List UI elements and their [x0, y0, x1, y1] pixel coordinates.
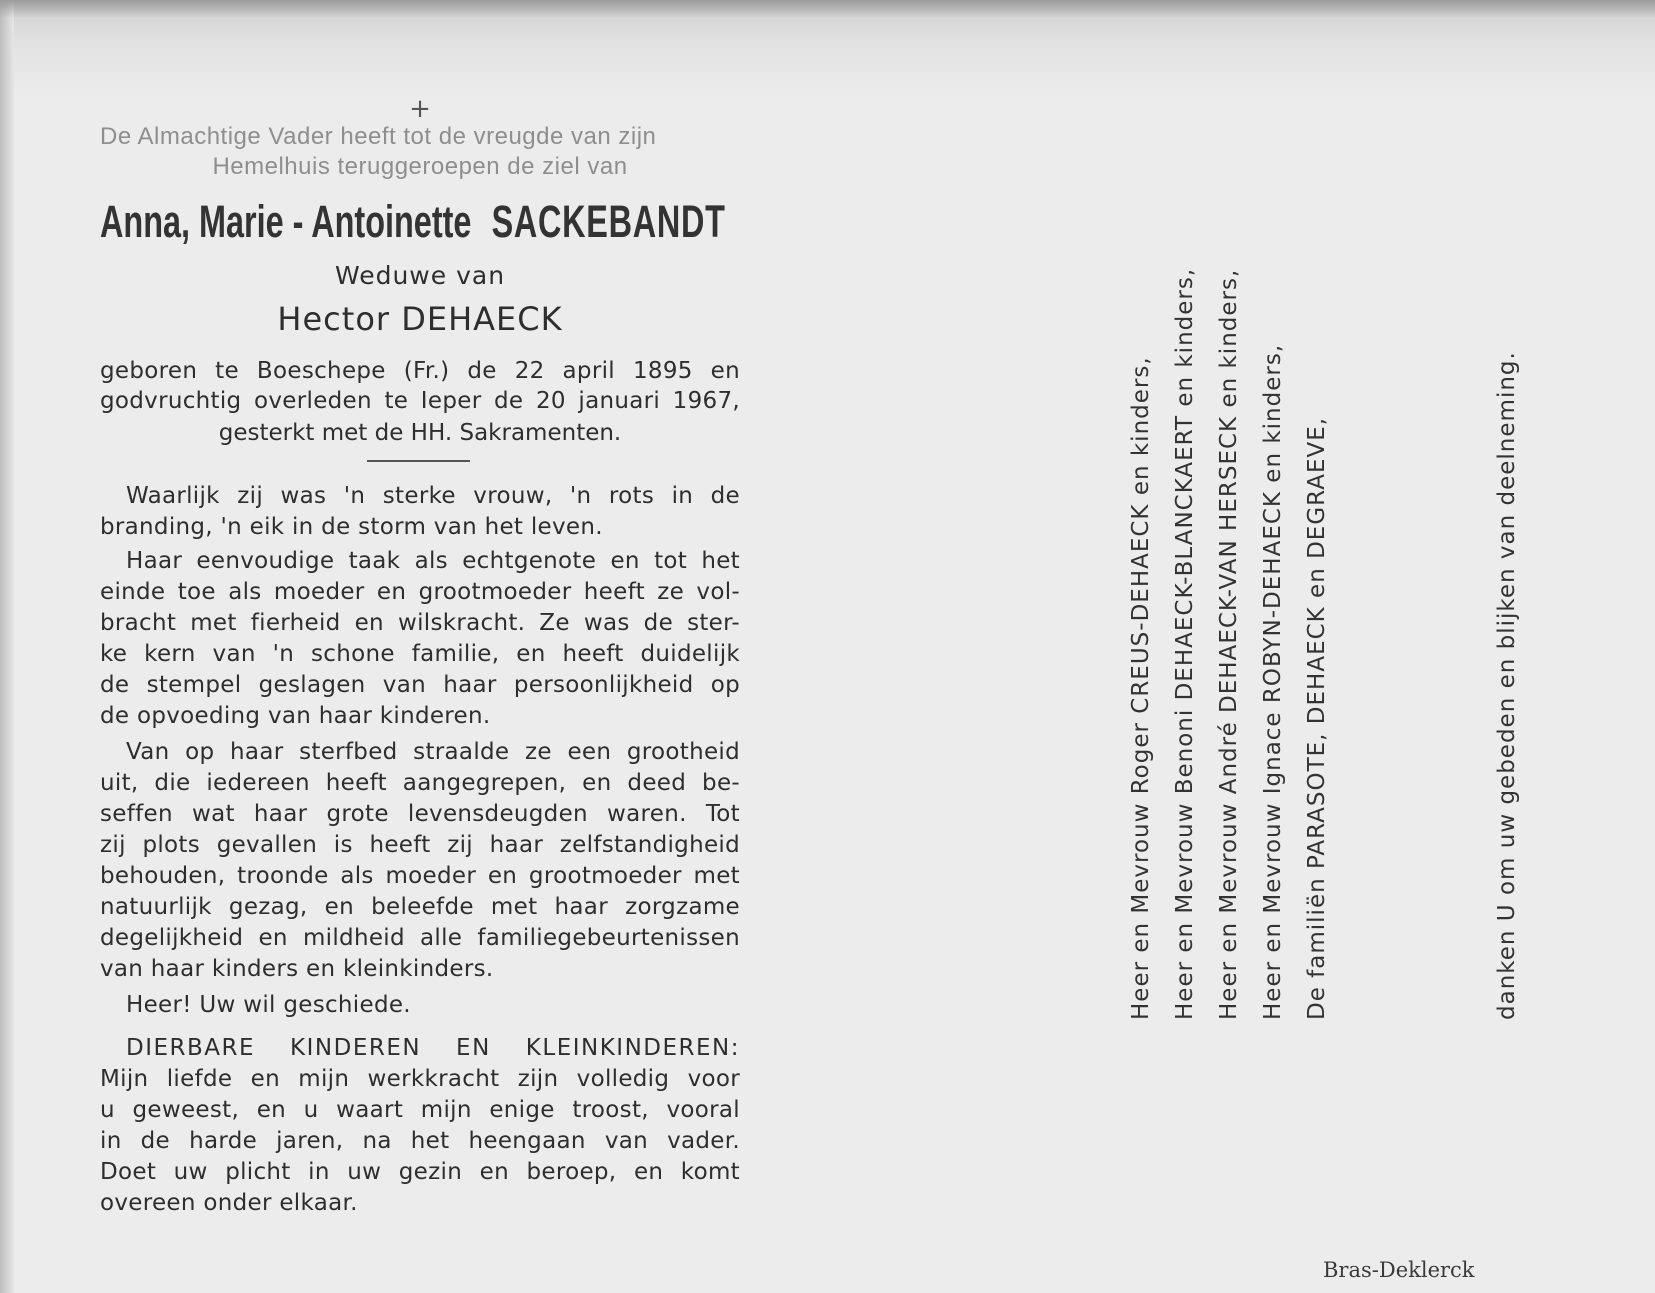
husband-name: Hector DEHAECK — [277, 300, 563, 338]
intro-line-1: De Almachtige Vader heeft tot de vreugde van zijn — [100, 123, 657, 150]
deceased-surname: SACKEBANDT — [491, 196, 726, 247]
text-line: overeen onder elkaar. — [100, 1190, 358, 1216]
text-line: bracht met fierheid en wilskracht. Ze was de ster- — [100, 610, 740, 636]
birth-line-1: geboren te Boeschepe (Fr.) de 22 april 1895 en — [100, 358, 740, 384]
cross-symbol: + — [409, 94, 431, 124]
deceased-name — [100, 196, 726, 252]
family-line: Heer en Mevrouw Ignace ROBYN-DEHAECK en kinders, — [1260, 343, 1286, 1020]
text-line: natuurlijk gezag, en beleefde met haar zorgzame — [100, 894, 740, 920]
text-line: degelijkheid en mildheid alle familiegebeurtenissen — [100, 925, 740, 951]
text-line: de stempel geslagen van haar persoonlijkheid op — [100, 672, 740, 698]
text-line: zij plots gevallen is heeft zij haar zelfstandigheid — [100, 832, 740, 858]
printer-name: Bras-Deklerck — [1323, 1258, 1475, 1282]
divider-line — [367, 460, 470, 462]
text-line: de opvoeding van haar kinderen. — [100, 703, 491, 729]
text-line: Waarlijk zij was 'n sterke vrouw, 'n rots in de — [126, 483, 740, 509]
thanks-line: danken U om uw gebeden en blijken van deelneming. — [1494, 351, 1520, 1020]
text-line: ke kern van 'n schone familie, en heeft duidelijk — [100, 641, 740, 667]
text-line: seffen wat haar grote levensdeugden waren. Tot — [100, 801, 740, 827]
text-line: uit, die iedereen heeft aangegrepen, en deed be- — [100, 770, 740, 796]
intro-line-2: Hemelhuis teruggeroepen de ziel van — [212, 153, 628, 180]
text-line: Van op haar sterfbed straalde ze een grootheid — [126, 739, 740, 765]
text-line: DIERBARE KINDEREN EN KLEINKINDEREN: — [126, 1035, 740, 1061]
text-line: behouden, troonde als moeder en grootmoeder met — [100, 863, 740, 889]
text-line: Heer! Uw wil geschiede. — [126, 992, 411, 1018]
text-line: van haar kinders en kleinkinders. — [100, 956, 494, 982]
text-line: in de harde jaren, na het heengaan van vader. — [100, 1128, 740, 1154]
text-line: u geweest, en u waart mijn enige troost, vooral — [100, 1097, 740, 1123]
birth-line-3: gesterkt met de HH. Sakramenten. — [218, 420, 622, 446]
birth-line-2: godvruchtig overleden te Ieper de 20 januari 1967, — [100, 388, 740, 414]
text-line: Doet uw plicht in uw gezin en beroep, en komt — [100, 1159, 740, 1185]
family-line: Heer en Mevrouw Benoni DEHAECK-BLANCKAERT en kinders, — [1172, 267, 1198, 1020]
deceased-given-names: Anna, Marie - Antoinette — [100, 196, 472, 247]
family-line: De familiën PARASOTE, DEHAECK en DEGRAEVE, — [1304, 416, 1330, 1020]
text-line: branding, 'n eik in de storm van het leven. — [100, 514, 603, 540]
text-line: Haar eenvoudige taak als echtgenote en tot het — [126, 548, 740, 574]
text-line: einde toe als moeder en grootmoeder heeft ze vol- — [100, 579, 740, 605]
paper-fold-shadow — [0, 0, 1655, 18]
family-line: Heer en Mevrouw Roger CREUS-DEHAECK en kinders, — [1128, 356, 1154, 1020]
widow-of-label: Weduwe van — [334, 261, 506, 290]
family-line: Heer en Mevrouw André DEHAECK-VAN HERSECK en kinders, — [1216, 268, 1242, 1020]
text-line: Mijn liefde en mijn werkkracht zijn volledig voor — [100, 1066, 740, 1092]
